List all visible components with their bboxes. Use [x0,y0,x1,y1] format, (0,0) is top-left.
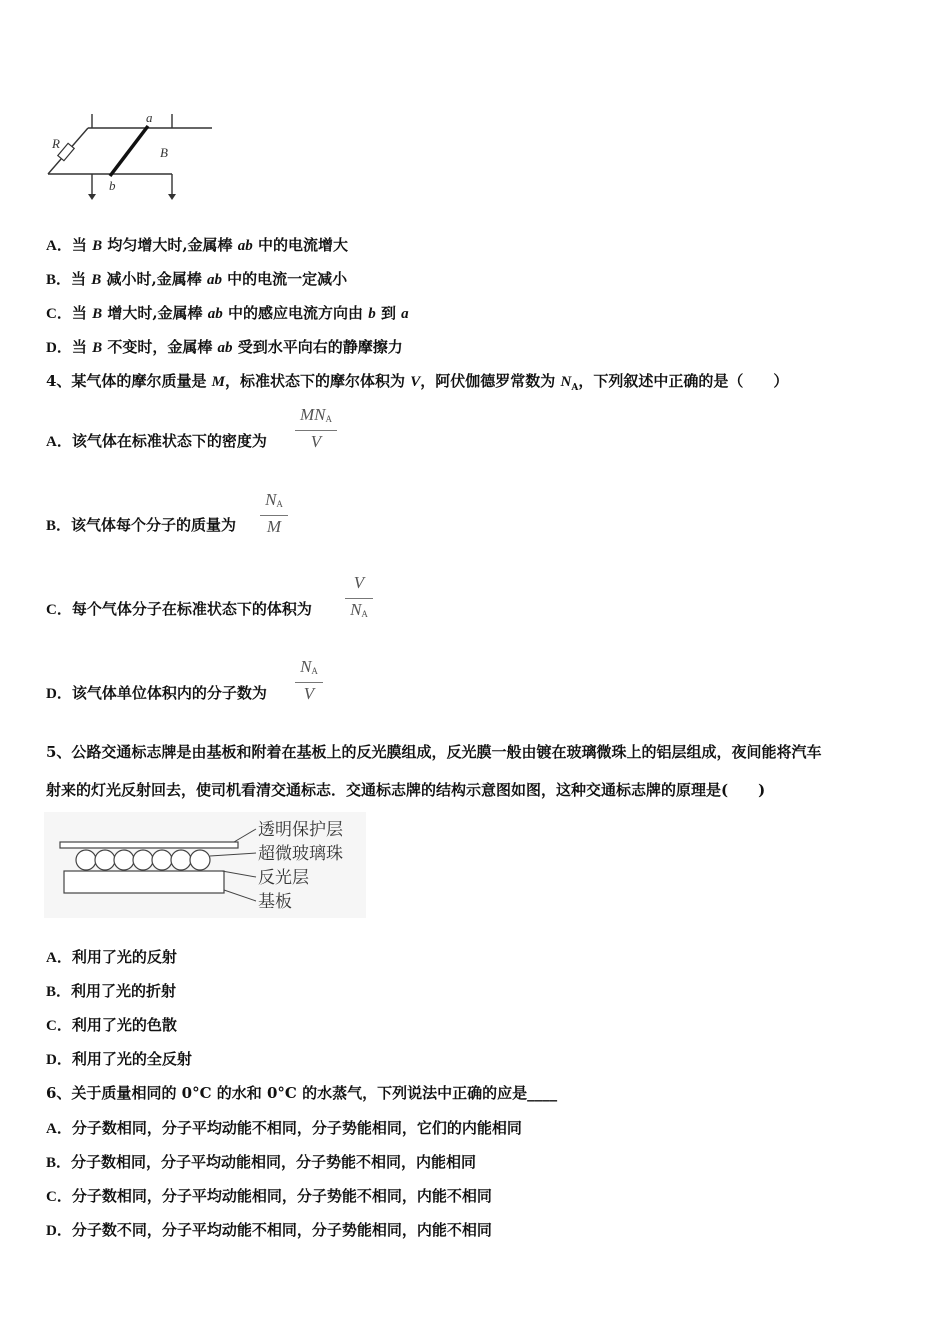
label-R: R [52,136,60,151]
q4-option-b: B．该气体每个分子的质量为 [46,516,237,534]
q4-fraction-d: $N_A$ V [295,657,323,708]
q3-option-a: A．当 B 均匀增大时,金属棒 ab 中的电流增大 [46,236,348,254]
q6-option-b: B．分子数相同，分子平均动能相同，分子势能不相同，内能相同 [46,1153,477,1171]
q4-option-a: A．该气体在标准状态下的密度为 [46,432,267,450]
q3-option-c: C．当 B 增大时,金属棒 ab 中的感应电流方向由 b 到 a [46,304,409,322]
protective-layer [60,842,238,848]
q5-option-b: B．利用了光的折射 [46,982,177,1000]
label-reflective-layer: 反光层 [258,868,309,888]
label-b: b [109,178,116,193]
metal-rod-ab [110,126,148,176]
q5-option-d: D．利用了光的全反射 [46,1050,192,1068]
q5-stem-line1: 5、公路交通标志牌是由基板和附着在基板上的反光膜组成，反光膜一般由镀在玻璃微珠上的铝层组成，夜间能将汽车 [46,743,822,761]
label-a: a [146,110,153,125]
q6-option-d: D．分子数不同，分子平均动能不相同，分子势能相同，内能不相同 [46,1221,492,1239]
q6-stem: 6、关于质量相同的 0°C 的水和 0°C 的水蒸气，下列说法中正确的应是____ [46,1084,558,1102]
label-base-plate: 基板 [258,892,292,912]
q4-option-d: D．该气体单位体积内的分子数为 [46,684,267,702]
base-plate [64,871,224,893]
traffic-sign-structure-figure [44,812,366,918]
label-B: B [160,145,168,160]
q4-option-c: C．每个气体分子在标准状态下的体积为 [46,600,312,618]
q5-stem-line2: 射来的灯光反射回去，使司机看清交通标志．交通标志牌的结构示意图如图，这种交通标志牌的原理是( ) [46,781,766,799]
q3-option-b: B．当 B 减小时,金属棒 ab 中的电流一定减小 [46,270,348,288]
label-glass-beads: 超微玻璃珠 [258,844,343,864]
q4-fraction-c: V $N_A$ [345,573,373,624]
q6-option-a: A．分子数相同，分子平均动能不相同，分子势能相同，它们的内能相同 [46,1119,522,1137]
q4-fraction-a: $MN_A$ V [295,405,337,456]
q3-option-d: D．当 B 不变时，金属棒 ab 受到水平向右的静摩擦力 [46,338,403,356]
circuit-figure [40,108,220,200]
q5-option-a: A．利用了光的反射 [46,948,177,966]
q4-stem: 4、某气体的摩尔质量是 M，标准状态下的摩尔体积为 V，阿伏伽德罗常数为 $N_A$，下列叙述中正确的是（ ） [46,372,789,393]
q4-fraction-b: $N_A$ M [260,490,288,541]
q5-option-c: C．利用了光的色散 [46,1016,177,1034]
label-protective-layer: 透明保护层 [258,820,343,840]
resistor-symbol [58,143,74,160]
q6-option-c: C．分子数相同，分子平均动能相同，分子势能不相同，内能不相同 [46,1187,492,1205]
